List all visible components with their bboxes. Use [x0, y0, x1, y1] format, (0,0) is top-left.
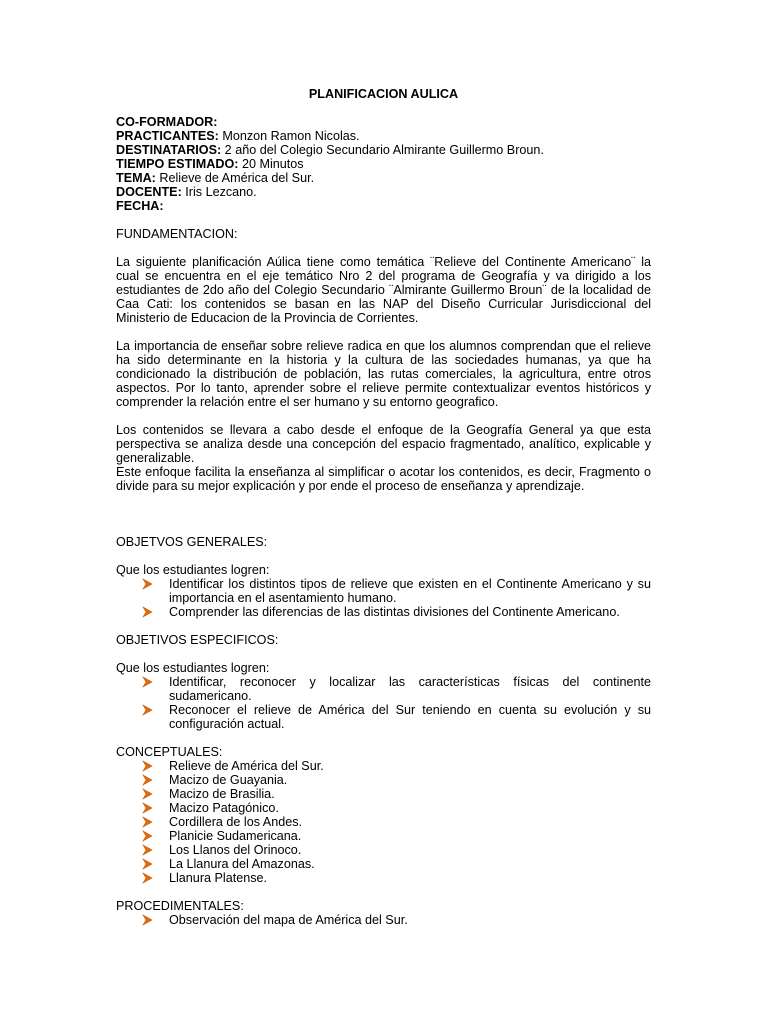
list-item-text: Reconocer el relieve de América del Sur teniendo en cuenta su evolución y su configuración actual.	[169, 703, 651, 731]
field-tiempo-estimado	[116, 157, 651, 171]
list-item-text: Planicie Sudamericana.	[169, 829, 302, 843]
arrowhead-bullet-icon	[142, 857, 154, 871]
arrowhead-bullet-icon	[142, 801, 154, 815]
list-item	[116, 857, 651, 871]
objetivos-especificos-list	[116, 675, 651, 731]
field-practicantes	[116, 129, 651, 143]
arrowhead-bullet-icon	[142, 675, 154, 689]
list-item	[116, 577, 651, 605]
conceptuales-heading: CONCEPTUALES:	[116, 745, 223, 759]
field-value: Relieve de América del Sur.	[155, 171, 315, 185]
arrowhead-bullet-icon	[142, 829, 154, 843]
list-item	[116, 843, 651, 857]
spacer	[116, 241, 651, 255]
field-destinatarios	[116, 143, 651, 157]
list-item	[116, 815, 651, 829]
field-co-formador	[116, 115, 651, 129]
list-item-text: Cordillera de los Andes.	[169, 815, 303, 829]
fundamentacion-paragraph: La importancia de enseñar sobre relieve radica en que los alumnos comprendan que el relieve ha sido determinante en la historia y la cultura de las sociedades humanas, ya que ha condicionado la distribución de población, las rutas comerciales, la agricultura, entre otros aspectos. Por lo tanto, aprender sobre el relieve permite contextualizar eventos históricos y comprender la relación entre el ser humano y su entorno geografico.	[116, 339, 651, 409]
spacer	[116, 493, 651, 535]
field-label: DOCENTE:	[116, 185, 182, 199]
list-item	[116, 913, 651, 927]
list-item	[116, 787, 651, 801]
field-tema	[116, 171, 651, 185]
fundamentacion-paragraph: Este enfoque facilita la enseñanza al simplificar o acotar los contenidos, es decir, Fragmento o divide para su mejor explicación y por ende el proceso de enseñanza y aprendizaje.	[116, 465, 651, 493]
fundamentacion-heading: FUNDAMENTACION:	[116, 227, 238, 241]
spacer	[116, 619, 651, 633]
arrowhead-bullet-icon	[142, 703, 154, 717]
arrowhead-bullet-icon	[142, 913, 154, 927]
field-label: CO-FORMADOR:	[116, 115, 218, 129]
field-label: FECHA:	[116, 199, 164, 213]
arrowhead-bullet-icon	[142, 773, 154, 787]
list-item-text: La Llanura del Amazonas.	[169, 857, 315, 871]
header-fields	[116, 115, 651, 213]
spacer	[116, 731, 651, 745]
list-item-text: Identificar los distintos tipos de relieve que existen en el Continente Americano y su importancia en el asentamiento humano.	[169, 577, 651, 605]
objetivos-generales-heading: OBJETVOS GENERALES:	[116, 535, 268, 549]
field-fecha	[116, 199, 651, 213]
list-item	[116, 759, 651, 773]
list-item-text: Identificar, reconocer y localizar las características físicas del continente sudamericano.	[169, 675, 651, 703]
objetivos-generales-list	[116, 577, 651, 619]
list-item	[116, 829, 651, 843]
arrowhead-bullet-icon	[142, 843, 154, 857]
document-content	[116, 87, 651, 927]
list-item-text: Llanura Platense.	[169, 871, 268, 885]
list-item	[116, 703, 651, 731]
fundamentacion-paragraph: La siguiente planificación Aúlica tiene como temática ¨Relieve del Continente Americano¨ la cual se encuentra en el eje temático Nro 2 del programa de Geografía y va dirigido a los estudiantes de 2do año del Colegio Secundario ¨Almirante Guillermo Broun¨ de la localidad de Caa Cati: los contenidos se basan en las NAP del Diseño Curricular Jurisdiccional del Ministerio de Educacion de la Provincia de Corrientes.	[116, 255, 651, 325]
list-item-text: Observación del mapa de América del Sur.	[169, 913, 408, 927]
list-item	[116, 773, 651, 787]
document-title: PLANIFICACION AULICA	[308, 87, 459, 101]
list-item	[116, 871, 651, 885]
field-value: Monzon Ramon Nicolas.	[218, 129, 360, 143]
fundamentacion-paragraph: Los contenidos se llevara a cabo desde el enfoque de la Geografía General ya que esta perspectiva se analiza desde una concepción del espacio fragmentado, analítico, explicable y generalizable.	[116, 423, 651, 465]
field-label: TEMA:	[116, 171, 156, 185]
spacer	[116, 647, 651, 661]
list-item-text: Macizo Patagónico.	[169, 801, 279, 815]
arrowhead-bullet-icon	[142, 871, 154, 885]
arrowhead-bullet-icon	[142, 759, 154, 773]
procedimentales-list	[116, 913, 651, 927]
arrowhead-bullet-icon	[142, 815, 154, 829]
list-item-text: Macizo de Guayania.	[169, 773, 288, 787]
field-label: DESTINATARIOS:	[116, 143, 222, 157]
list-item	[116, 801, 651, 815]
list-item	[116, 605, 651, 619]
arrowhead-bullet-icon	[142, 577, 154, 591]
field-value: 20 Minutos	[238, 157, 304, 171]
list-item-text: Relieve de América del Sur.	[169, 759, 324, 773]
objetivos-generales-intro: Que los estudiantes logren:	[116, 563, 270, 577]
conceptuales-list	[116, 759, 651, 885]
objetivos-especificos-heading: OBJETIVOS ESPECIFICOS:	[116, 633, 279, 647]
spacer	[116, 213, 651, 227]
objetivos-especificos-intro: Que los estudiantes logren:	[116, 661, 270, 675]
arrowhead-bullet-icon	[142, 605, 154, 619]
spacer	[116, 549, 651, 563]
list-item-text: Los Llanos del Orinoco.	[169, 843, 302, 857]
spacer	[116, 325, 651, 339]
spacer	[116, 409, 651, 423]
list-item	[116, 675, 651, 703]
field-label: TIEMPO ESTIMADO:	[116, 157, 239, 171]
procedimentales-heading: PROCEDIMENTALES:	[116, 899, 244, 913]
field-docente	[116, 185, 651, 199]
spacer	[116, 885, 651, 899]
field-value: Iris Lezcano.	[181, 185, 257, 199]
list-item-text: Macizo de Brasilia.	[169, 787, 275, 801]
list-item-text: Comprender las diferencias de las distintas divisiones del Continente Americano.	[169, 605, 620, 619]
field-label: PRACTICANTES:	[116, 129, 219, 143]
field-value: 2 año del Colegio Secundario Almirante Guillermo Broun.	[221, 143, 544, 157]
arrowhead-bullet-icon	[142, 787, 154, 801]
